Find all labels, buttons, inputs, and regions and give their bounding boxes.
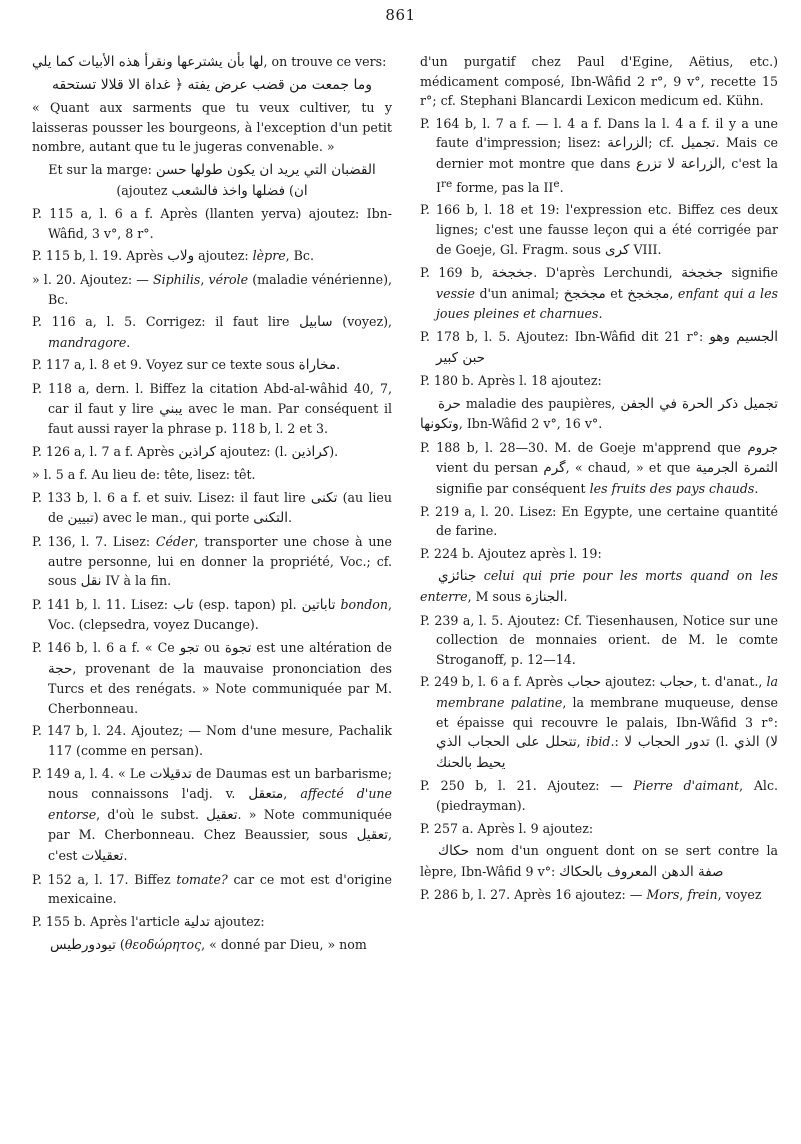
- arabic-text: مخاراة: [298, 357, 337, 374]
- arabic-text: تيودورطيس: [50, 937, 116, 954]
- italic-gloss: vérole: [208, 271, 249, 287]
- right-entry: P. 166 b, l. 18 et 19: l'expression etc. Biffez ces deux lignes; c'est une fausse leçon qui a été corrigée par de Goeje, Gl. Fragm. sous كرى VIII.: [420, 202, 778, 258]
- arabic-text: كرى: [604, 241, 630, 258]
- right-entry: P. 224 b. Ajoutez après l. 19:: [420, 545, 602, 561]
- right-entry: P. 180 b. Après l. 18 ajoutez:: [420, 373, 602, 389]
- arabic-text: جخجخة: [491, 265, 534, 282]
- left-entry: P. 115 b, l. 19. Après ولاب ajoutez: lèpre, Bc.: [32, 248, 314, 265]
- arabic-text: وتكونها: [420, 416, 459, 433]
- arabic-text: لا: [667, 155, 676, 172]
- arabic-text: يبني: [159, 400, 183, 417]
- left-entry: P. 149 a, l. 4. « Le تدقيلات de Daumas est un barbarisme; nous connaissons l'adj. v. متعقل, affecté d'une entorse, d'où le subst. تعقيل. » Note communiquée par M. Cherbonneau. Chez Beaussier, sous تعقيل, c'est تعقيلات.: [32, 765, 392, 864]
- arabic-text: حجاب: [659, 674, 694, 691]
- arabic-text: تجوة: [224, 640, 252, 657]
- italic-gloss: mandragore: [48, 334, 127, 350]
- arabic-text: تاباتين: [301, 596, 336, 613]
- arabic-text: الزراعة: [680, 155, 722, 172]
- arabic-text: لا: [770, 734, 778, 751]
- right-entry: P. 219 a, l. 20. Lisez: En Egypte, une certaine quantité de farine.: [420, 503, 778, 539]
- italic-gloss: Pierre d'aimant: [633, 778, 740, 794]
- left-entry: P. 126 a, l. 7 a f. Après كراذين ajoutez: (l. كراذين).: [32, 443, 339, 460]
- left-entry: P. 117 a, l. 8 et 9. Voyez sur ce texte sous مخاراة.: [32, 357, 341, 374]
- italic-gloss: ibid.: [586, 734, 615, 750]
- arabic-text: حجة: [48, 660, 73, 677]
- arabic-text: متعقل: [248, 786, 284, 803]
- arabic-text: تعقيل: [206, 806, 238, 823]
- left-entry: Et sur la marge: القضبان التي يريد ان يكون طولها حسن (ajoutez ان) فضلها واخذ فالشعب: [48, 161, 376, 199]
- arabic-text: فالشعب: [171, 182, 219, 199]
- arabic-text: تجميل: [680, 135, 716, 152]
- arabic-text: القضبان التي يريد ان يكون طولها: [190, 161, 376, 178]
- right-entry: P. 169 b, جخجخة. D'après Lerchundi, جخجخة signifie vessie d'un animal; مجخجخ et مجخجخ, enfant qui a les joues pleines et charnues.: [420, 265, 778, 322]
- arabic-text: كراذين: [178, 443, 217, 460]
- right-entry: P. 188 b, l. 28—30. M. de Goeje m'apprend que جروم vient du persan گرم, « chaud, » et que الثمرة الجرمية signifie par conséquent les fruits des pays chauds.: [420, 439, 778, 497]
- arabic-text: سابيل: [299, 314, 333, 331]
- left-entry: P. 118 a, dern. l. Biffez la citation Abd-al-wâhid 40, 7, car il faut y lire يبني avec le man. Par conséquent il faut aussi rayer la phrase p. 118 b, l. 2 et 3.: [32, 380, 392, 437]
- right-entry: d'un purgatif chez Paul d'Egine, Aëtius, etc.) médicament composé, Ibn-Wâfid 2 r°, 9 v°, recette 15 r°; cf. Stephani Blancardi Lexicon medicum ed. Kühn.: [420, 54, 778, 109]
- right-entry: P. 239 a, l. 5. Ajoutez: Cf. Tiesenhausen, Notice sur une collection de monnaies orient. de M. le comte Stroganoff, p. 12—14.: [420, 612, 778, 667]
- arabic-text: تزرع: [635, 155, 662, 172]
- arabic-text: تدلية: [183, 913, 211, 930]
- italic-gloss: Mors: [646, 887, 680, 903]
- arabic-text: مجخجخ: [563, 285, 606, 302]
- italic-gloss: Céder: [155, 534, 195, 550]
- right-entry: P. 164 b, l. 7 a f. — l. 4 a f. Dans la l. 4 a f. il y a une faute d'impression; lisez: الزراعة; cf. تجميل. Mais ce dernier mot montre que dans الزراعة لا تزرع , c'est la Ire forme, pas la IIe.: [420, 115, 778, 195]
- italic-gloss: Siphilis: [152, 271, 201, 287]
- arabic-text: جروم: [747, 439, 778, 456]
- arabic-text: التكنى: [253, 510, 289, 527]
- arabic-text: جنائزي: [438, 568, 477, 585]
- left-column: [32, 52, 392, 959]
- arabic-text: تدور الحجاب: [637, 734, 710, 751]
- italic-gloss: frein: [687, 887, 718, 903]
- left-entry: لها بأن يشترعها ونقرأ هذه الأبيات كما يلي, on trouve ce vers:: [32, 54, 387, 70]
- arabic-text: مجخجخ: [627, 285, 670, 302]
- italic-gloss: affecté d'une entorse: [48, 786, 392, 822]
- right-entry: P. 178 b, l. 5. Ajoutez: Ibn-Wâfid dit 21 r°: الجسيم وهو حبن كبير: [420, 328, 778, 366]
- left-entry: P. 147 b, l. 24. Ajoutez; — Nom d'une mesure, Pachalik 117 (comme en persan).: [32, 723, 392, 758]
- italic-gloss: bondon: [340, 596, 388, 612]
- italic-gloss: la membrane palatine: [436, 674, 778, 710]
- left-entry: » l. 20. Ajoutez: — Siphilis, vérole (maladie vénérienne), Bc.: [32, 271, 392, 307]
- left-entry: تيودورطيس (θεοδώρητος, « donné par Dieu, » nom: [50, 937, 367, 954]
- arabic-text: لا: [624, 734, 633, 751]
- right-entry: حرة maladie des paupières, تجميل ذكر الحرة في الجفن وتكونها, Ibn-Wâfid 2 v°, 16 v°.: [420, 395, 778, 433]
- arabic-text: گرم: [543, 460, 566, 477]
- arabic-text: تاب: [173, 596, 194, 613]
- arabic-text: تبيين: [67, 510, 94, 527]
- arabic-text: الثمرة الجرمية: [695, 460, 778, 477]
- arabic-text: تكنى: [310, 489, 338, 506]
- arabic-text: جخجخة: [681, 265, 723, 282]
- arabic-text: فضلها واخذ: [222, 182, 286, 199]
- arabic-text: تجميل ذكر الحرة: [681, 395, 778, 412]
- arabic-text: تعقيل: [356, 827, 388, 844]
- arabic-text: حكاك: [438, 843, 470, 860]
- arabic-text: الجسيم وهو حبن كبير: [436, 328, 778, 366]
- left-entry: [32, 76, 392, 96]
- arabic-text: الذي يحيط: [476, 734, 760, 771]
- right-column: [420, 52, 778, 908]
- arabic-text: تدقيلات: [149, 765, 192, 782]
- page-number: 861: [385, 6, 416, 24]
- arabic-text: حرة: [438, 395, 461, 412]
- arabic-text: الزراعة: [607, 135, 649, 152]
- arabic-text: حسن: [155, 161, 187, 178]
- left-entry: P. 152 a, l. 17. Biffez tomate? car ce mot est d'origine mexicaine.: [32, 871, 392, 907]
- left-entry: P. 136, l. 7. Lisez: Céder, transporter une chose à une autre personne, lui en donner la propriété, Voc.; cf. sous نقل IV à la fin.: [32, 534, 392, 590]
- right-entry: P. 257 a. Après l. 9 ajoutez:: [420, 820, 594, 836]
- arabic-text: تجو: [179, 640, 200, 657]
- left-entry: P. 115 a, l. 6 a f. Après (llanten yerva) ajoutez: Ibn-Wâfid, 3 v°, 8 r°.: [32, 206, 392, 241]
- right-entry: حكاك nom d'un onguent dont on se sert contre la lèpre, Ibn-Wâfid 9 v°: صفة الدهن المعروف بالحكاك: [420, 843, 778, 880]
- arabic-text: الجنازة: [525, 589, 564, 606]
- right-entry: P. 286 b, l. 27. Après 16 ajoutez: — Mors, frein, voyez: [420, 887, 762, 903]
- italic-gloss: lèpre: [252, 248, 286, 264]
- arabic-text: في الجفن: [620, 395, 677, 412]
- arabic-text: نقل: [80, 573, 102, 590]
- italic-gloss: enfant qui a les joues pleines et charnues: [436, 285, 778, 322]
- left-entry: P. 155 b. Après l'article تدلية ajoutez:: [32, 913, 265, 930]
- right-entry: P. 249 b, l. 6 a f. Après حجاب ajoutez: حجاب, t. d'anat., la membrane palatine, la membrane muqueuse, dense et épaisse qui recouvre le palais, Ibn-Wâfid 3 r°: تتحلل على الحجاب الذي, ibid.: تدور الحجاب لا (l. لا) الذي يحيط بالحنك: [420, 674, 778, 771]
- arabic-text: ان: [293, 182, 308, 199]
- italic-gloss: θεοδώρητος: [124, 937, 202, 953]
- arabic-text: ولاب: [167, 248, 195, 265]
- left-entry: « Quant aux sarments que tu veux cultiver, tu y laisseras pousser les bourgeons, à l'exception d'un petit nombre, autant que tu le jugeras convenable. »: [32, 100, 392, 155]
- arabic-text: بالحنك: [436, 754, 473, 771]
- arabic-text: لها بأن يشترعها ونقرأ هذه الأبيات كما يلي: [32, 54, 264, 70]
- italic-gloss: les fruits des pays chauds: [589, 481, 755, 497]
- italic-gloss: vessie: [436, 285, 475, 301]
- arabic-text: حجاب: [567, 674, 602, 691]
- arabic-text: تعقيلات: [81, 847, 124, 864]
- arabic-text: تتحلل على الحجاب الذي: [436, 734, 577, 751]
- left-entry: P. 133 b, l. 6 a f. et suiv. Lisez: il faut lire تكنى (au lieu de تبيين) avec le man., qui porte التكنى.: [32, 489, 392, 527]
- arabic-text: كراذين: [291, 443, 330, 460]
- italic-gloss: tomate?: [176, 871, 228, 887]
- left-entry: P. 116 a, l. 5. Corrigez: il faut lire سابيل (voyez), mandragore.: [32, 314, 393, 350]
- italic-gloss: celui qui prie pour les morts quand on les enterre: [420, 568, 778, 605]
- right-entry: جنائزي celui qui prie pour les morts quand on les enterre, M sous الجنازة.: [420, 568, 778, 606]
- arabic-text: صفة الدهن المعروف بالحكاك: [559, 863, 724, 880]
- right-entry: P. 250 b, l. 21. Ajoutez: — Pierre d'aimant, Alc. (piedrayman).: [420, 778, 778, 813]
- left-entry: » l. 5 a f. Au lieu de: tête, lisez: têt.: [32, 467, 256, 483]
- left-entry: P. 146 b, l. 6 a f. « Ce تجو ou تجوة est une altération de حجة, provenant de la mauvaise prononciation des Turcs et des renégats. » Note communiquée par M. Cherbonneau.: [32, 640, 392, 716]
- left-entry: P. 141 b, l. 11. Lisez: تاب (esp. tapon) pl. تاباتين bondon, Voc. (clepsedra, voyez Ducange).: [32, 596, 392, 633]
- arabic-text: وما جمعت من قضب عرض يفته ﴿ غداة الا قلالا تستحقه: [52, 76, 372, 93]
